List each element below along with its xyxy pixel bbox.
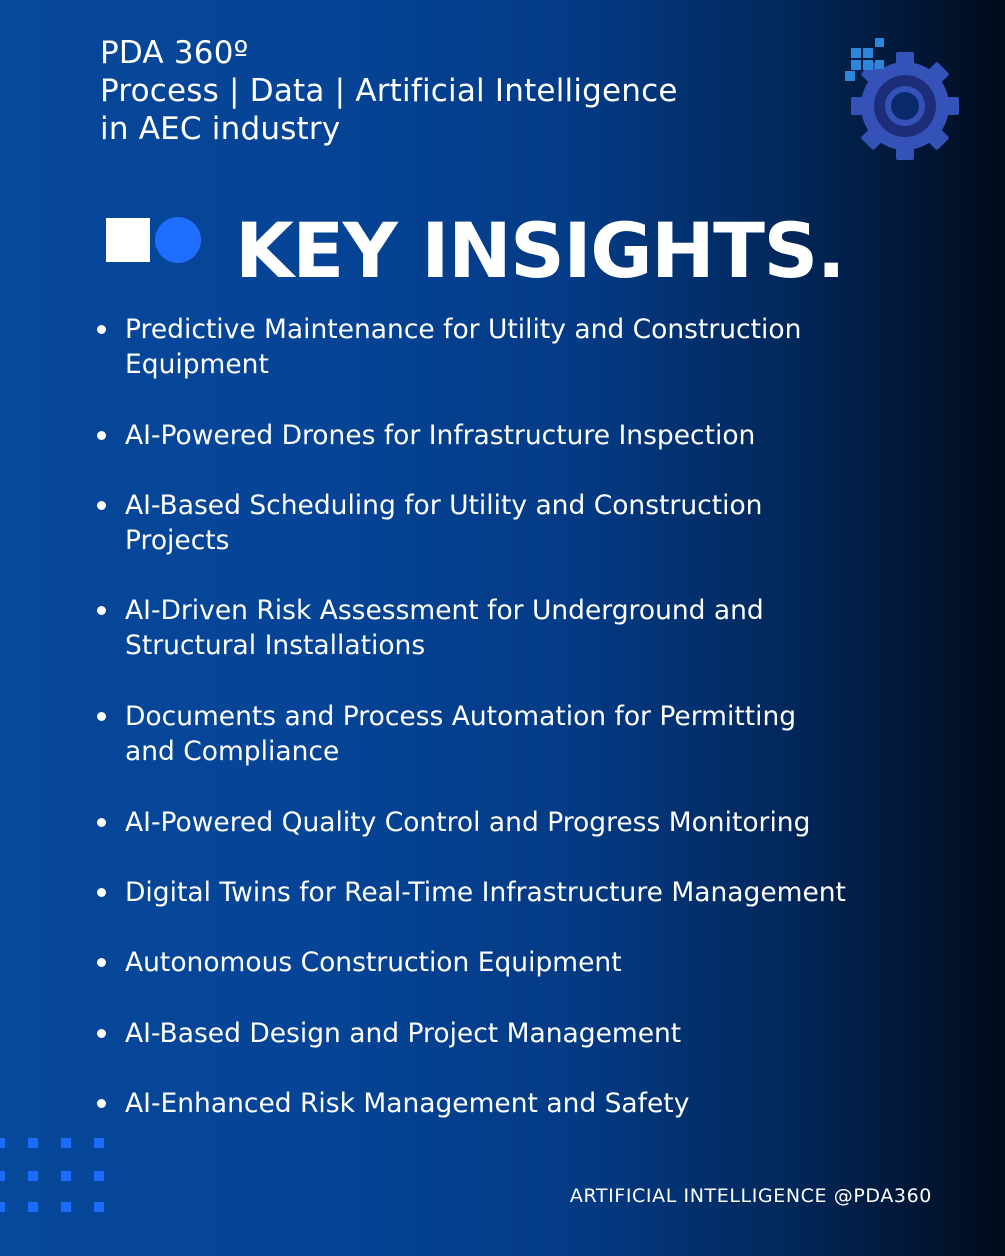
gear-data-logo-icon	[845, 38, 965, 164]
list-item-line: Structural Installations	[125, 630, 426, 661]
list-item-line: Documents and Process Automation for Permitting	[125, 701, 797, 732]
list-item-line: AI-Enhanced Risk Management and Safety	[125, 1088, 690, 1119]
bullet-icon	[97, 606, 106, 615]
bullet-icon	[97, 1029, 106, 1038]
bullet-icon	[97, 888, 106, 897]
list-item	[96, 805, 985, 840]
list-item-line: AI-Powered Quality Control and Progress Monitoring	[125, 807, 811, 838]
list-item	[96, 312, 985, 382]
list-item-line: Digital Twins for Real-Time Infrastructure Management	[125, 877, 846, 908]
list-item-line: and Compliance	[125, 736, 340, 767]
header	[100, 34, 678, 148]
header-line-3: in AEC industry	[100, 111, 341, 147]
list-item-line: Predictive Maintenance for Utility and Construction	[125, 314, 802, 345]
bullet-icon	[97, 501, 106, 510]
bullet-icon	[97, 431, 106, 440]
list-item	[96, 945, 985, 980]
header-line-1: PDA 360º	[100, 35, 249, 71]
footer-handle: ARTIFICIAL INTELLIGENCE @PDA360	[569, 1185, 932, 1207]
list-item-line: Projects	[125, 525, 230, 556]
list-item-line: AI-Powered Drones for Infrastructure Inspection	[125, 420, 756, 451]
bullet-icon	[97, 818, 106, 827]
list-item-line: AI-Based Design and Project Management	[125, 1018, 682, 1049]
dot-grid-decoration	[0, 1138, 110, 1218]
list-item-line: AI-Based Scheduling for Utility and Construction	[125, 490, 763, 521]
list-item-line: Autonomous Construction Equipment	[125, 947, 622, 978]
list-item-line: AI-Driven Risk Assessment for Underground and	[125, 595, 764, 626]
page-title: KEY INSIGHTS.	[235, 206, 845, 295]
list-item	[96, 875, 985, 910]
list-item	[96, 1016, 985, 1051]
list-item	[96, 1086, 985, 1121]
list-item	[96, 699, 985, 769]
list-item	[96, 418, 985, 453]
bullet-icon	[97, 958, 106, 967]
title-mark-dot	[155, 217, 201, 263]
bullet-icon	[97, 325, 106, 334]
list-item	[96, 488, 985, 558]
title-mark-square	[106, 218, 150, 262]
header-line-2: Process | Data | Artificial Intelligence	[100, 73, 678, 109]
bullet-icon	[97, 712, 106, 721]
title-mark-icon	[106, 217, 198, 263]
list-item-line: Equipment	[125, 349, 269, 380]
list-item	[96, 593, 985, 663]
bullet-icon	[97, 1099, 106, 1108]
